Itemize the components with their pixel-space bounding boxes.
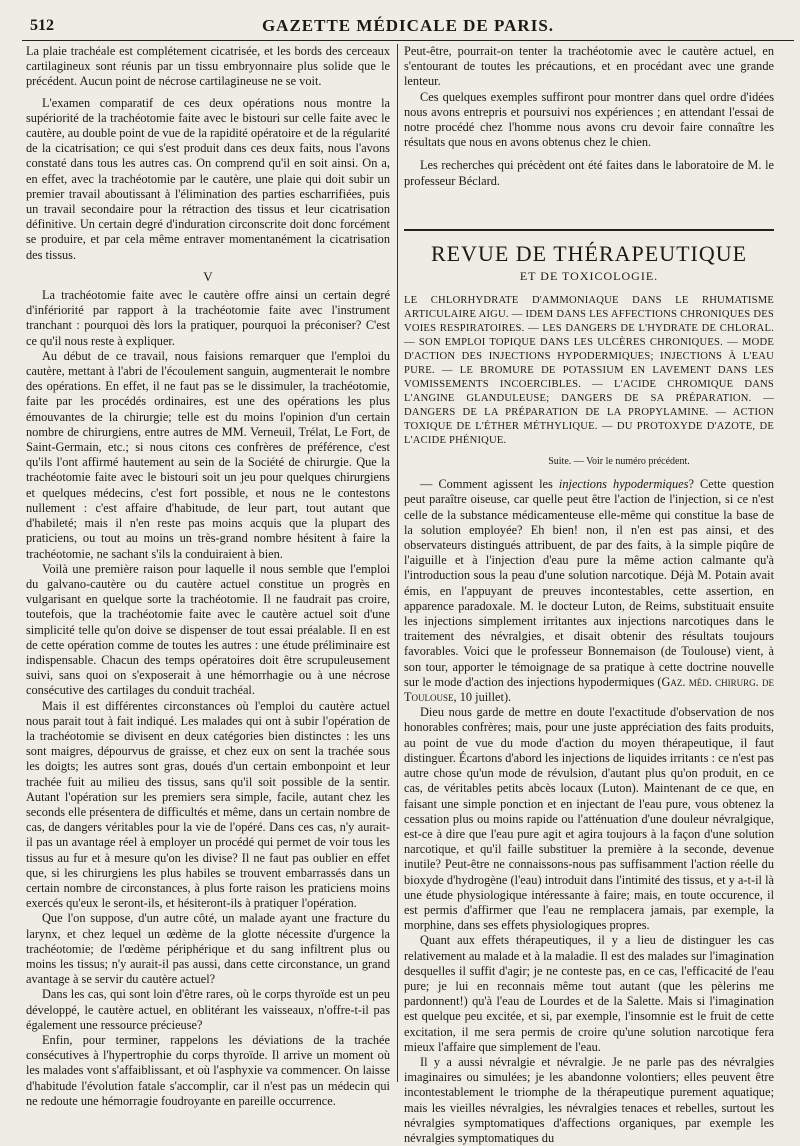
journal-title: GAZETTE MÉDICALE DE PARIS. (261, 16, 555, 35)
left-paragraph: La trachéotomie faite avec le cautère offre ainsi un certain degré d'infériorité par rapport à la trachéotomie faite avec l'instrument tranchant : pourquoi dès lors la pratiquer, pourquoi la préconiser? C'est ce qu'il nous reste à expliquer. (26, 288, 390, 348)
left-paragraph: Mais il est différentes circonstances où l'emploi du cautère actuel nous parait tout à fait indiqué. Les malades qui ont à subir l'opération de la trachéotomie se divisent en deux catégories bien distinctes : les uns sont maigres, dépourvus de graisse, et chez eux on sent la trachée sous les doigts; les autres sont gras, doués d'un certain embonpoint et leur trachée fuit au milieu des tissus, sans qu'il soit possible de la sentir. Autant l'opération sur les premiers sera simple, facile, autant chez les seconds elle présentera de difficultés et même, dans un certain nombre de cas, de dangers véritables pour la vie de l'opéré. Dans ces cas, n'y aurait-il pas un avantage réel à employer un procédé qui permet de voir tous les tissus au fur et à mesure qu'on les divise? Il ne faut pas oublier en effet que, si les chirurgiens les plus habiles se trouvent embarrassés dans un certain nombre de circonstances, à plus forte raison les praticiens moins exercés qu'eux le seront-ils, et hésiteront-ils à pratiquer l'opération. (26, 698, 390, 911)
italic-term: injections hypodermiques (558, 477, 689, 492)
review-subtitle: ET DE TOXICOLOGIE. (519, 268, 659, 283)
left-paragraph: La plaie trachéale est complétement cicatrisée, et les bords des cerceaux cartilagineux sont réunis par un tissu embryonnaire plus solide que le précédent. Aucun point de nécrose cartilagineuse ne se voit. (26, 44, 390, 89)
continuation-note: Suite. — Voir le numéro précédent. (548, 456, 690, 468)
left-column (26, 44, 390, 1108)
left-paragraph: Enfin, pour terminer, rappelons les déviations de la trachée consécutives à l'hypertrophie du corps thyroïde. Il arrive un moment où les malades vont s'affaiblissant, et où l'asphyxie va commencer. On laisse d'habitude l'évolution fatale s'accomplir, car il n'est pas un médecin qui ne redoute une hémorragie foudroyante en pareille occurrence. (26, 1033, 390, 1108)
review-title: REVUE DE THÉRAPEUTIQUE (404, 229, 774, 267)
left-paragraph: Au début de ce travail, nous faisions remarquer que l'emploi du cautère, mettant à l'abri de l'écoulement sanguin, augmenterait le nombre des opérations. En effet, il ne faut pas se le dissimuler, la trachéotomie, faite par les procédés ordinaires, est une des opérations les plus émouvantes de la chirurgie; telle est du moins l'opinion d'un certain nombre de chirurgiens, entre autres de MM. Verneuil, Trélat, Le Fort, de Saint-Germain, etc.; si nous citons ces confrères de préférence, c'est qu'ils l'ont affirmé hautement au sein de la Société de chirurgie. Que la trachéotomie faite avec le bistouri soit un jeu pour quelques chirurgiens et quelques médecins, c'est fort possible, et nous ne le contestons nullement : c'est affaire d'habitude, de leur part, tout autant que d'habileté; mais il n'en reste pas moins acquis que la plupart des praticiens, ou tout au moins un très-grand nombre hésitent à faire la trachéotomie, ne sachant s'ils la conduiraient à bien. (26, 348, 390, 561)
review-summary: LE CHLORHYDRATE D'AMMONIAQUE DANS LE RHUMATISME ARTICULAIRE AIGU. — IDEM DANS LES AFFECTIONS CHRONIQUES DES VOIES RESPIRATOIRES. — LES DANGERS DE L'HYDRATE DE CHLORAL. — SON EMPLOI TOPIQUE DANS LES ULCÈRES CHRONIQUES. — MODE D'ACTION DES INJECTIONS HYPODERMIQUES; INJECTIONS À L'EAU PURE. — LE BROMURE DE POTASSIUM EN LAVEMENT DANS LES VOMISSEMENTS INCOERCIBLES. — L'ACIDE CHROMIQUE DANS L'ANGINE GLANDULEUSE; DANGERS DE SA PRÉPARATION. — DANGERS DE LA PRÉPARATION DE LA PROPYLAMINE. — ACTION TOXIQUE DE L'ÉTHER MÉTHYLIQUE. — DU PROTOXYDE D'AZOTE, DE L'ACIDE PHÉNIQUE. (404, 295, 774, 447)
page-header (22, 14, 794, 41)
left-paragraph: Dans les cas, qui sont loin d'être rares, où le corps thyroïde est un peu développé, le cautère actuel, en oblitérant les vaisseaux, n'offre-t-il pas également une ressource précieuse? (26, 987, 390, 1032)
page-number: 512 (30, 17, 54, 34)
right-paragraph: Ces quelques exemples suffiront pour montrer dans quel ordre d'idées nous avons entrepris et poursuivi nos expériences ; en attendant l'essai de notre procédé chez l'homme nous avons cru devoir faire connaître les résultats que nous en avons obtenus chez le chien. (404, 89, 774, 150)
right-paragraph: Peut-être, pourrait-on tenter la trachéotomie avec le cautère actuel, en s'entourant de toutes les précautions, et en procédant avec une grande lenteur. (404, 44, 774, 89)
right-paragraph: — Comment agissent les injections hypodermiques? Cette question peut paraître oiseuse, car quelle peut être l'action de l'injection, si ce n'est celle de la substance médicamenteuse elle-même qui constitue la base de la solution employée? Eh bien! non, il n'en est pas ainsi, et des observateurs distingués attribuent, de par des faits, à la simple piqûre de l'aiguille et à l'injection d'eau pure la même action calmante qu'à l'introduction sous la peau d'une solution narcotique. Déjà M. Potain avait émis, en l'appuyant de preuves incontestables, cette assertion, en apparence paradoxale. M. le docteur Luton, de Reims, substituait ensuite les injections simplement irritantes aux injections narcotiques dans le traitement des névralgies, et disait obtenir des résultats toujours favorables. Voici que le professeur Bonnemaison (de Toulouse) vient, à son tour, apporter le témoignage de sa pratique à cette doctrine nouvelle sur le mode d'action des injections hypodermiques (Gaz. méd. chirurg. de Toulouse, 10 juillet). (404, 477, 774, 705)
right-column (404, 44, 774, 1145)
left-paragraph: Voilà une première raison pour laquelle il nous semble que l'emploi du galvano-cautère ou du cautère actuel constitue un progrès en vulgarisant en quelque sorte la trachéotomie. Il ne faudrait pas croire, toutefois, que la trachéotomie faite avec le cautère actuel soit d'une simplicité telle qu'on doive se dispenser de tout essai préalable. Il en est de cette opération comme de toutes les autres : une étude préliminaire est indispensable. Chacun des temps opératoires doit être scrupuleusement suivi, sans quoi on s'exposerait à une hémorrhagie ou à une nécrose consécutive des cartilages du conduit trachéal. (26, 561, 390, 698)
column-divider (397, 44, 398, 1082)
right-paragraph: Les recherches qui précèdent ont été faites dans le laboratoire de M. le professeur Béclard. (404, 158, 774, 188)
right-paragraph: Il y a aussi névralgie et névralgie. Je ne parle pas des névralgies imaginaires ou simulées; je les abandonne volontiers; elles peuvent être incontestablement le triomphe de la thérapeutique purement aquatique; mais les vieilles névralgies, les névralgies tenaces et rebelles, surtout les névralgies symptomatiques d'affections organiques, par exemple les névralgies symptomatiques du (404, 1054, 774, 1145)
left-paragraph: L'examen comparatif de ces deux opérations nous montre la supériorité de la trachéotomie faite avec le bistouri sur celle faite avec le cautère, au double point de vue de la rapidité opératoire et de la régularité de la cicatrisation; ce qui s'est produit dans ces deux faits, nous l'avons constaté dans tous les autres cas. On comprend qu'il en soit ainsi. On a, en effet, avec la trachéotomie par le cautère, une plaie qui doit subir un premier travail aboutissant à l'élimination des parties escharrifiées, puis un travail secondaire pour la rétraction des tissus et leur cicatrisation définitive. Un certain degré d'induration circonscrite doit donc forcément se produire, et par cela même entraver momentanément la cicatrisation des tissus. (26, 95, 390, 262)
journal-reference: Gaz. méd. chirurg. de Toulouse (404, 674, 774, 705)
right-paragraph: Dieu nous garde de mettre en doute l'exactitude d'observation de nos honorables confrères; mais, pour une juste appréciation des faits produits, au point de vue du mode d'action du moyen thérapeutique, il faut distinguer. Écartons d'abord les injections de liquides irritants : ce n'est pas autre chose qu'un mode de révulsion, d'autant plus qu'on produit, en ce cas, de véritables petits abcès locaux (Luton). Maintenant de ce que, en faisant une simple ponction et en injectant de l'eau pure, vous obtenez la cessation plus ou moins rapide ou l'atténuation d'une douleur névralgique, est-ce à dire que l'eau pure agit et agira toujours à la façon d'une solution narcotique, et qu'il faille substituer la première à la seconde, devenue inutile? Peut-être ne connaissons-nous pas suffisamment l'action réelle du bioxyde d'hydrogène (l'eau) introduit dans l'intimité des tissus, et y a-t-il là une étude physiologique intéressante à faire; mais, en toute occurence, il est permis d'affirmer que l'eau ne remplacera jamais, par exemple, la morphine, dans ses effets physiologiques propres. (404, 705, 774, 933)
left-paragraph: Que l'on suppose, d'un autre côté, un malade ayant une fracture du larynx, et chez lequel un œdème de la glotte nécessite d'urgence la trachéotomie; de l'œdème périphérique et du sang infiltrent plus ou moins les tissus; n'y aurait-il pas aussi, dans cette circonstance, un grand avantage à se servir du cautère actuel? (26, 911, 390, 987)
section-number: V (203, 268, 213, 284)
right-paragraph: Quant aux effets thérapeutiques, il y a lieu de distinguer les cas relativement au malade et à la maladie. Il est des malades sur l'imagination desquelles il suffit d'agir; je ne conteste pas, en ce cas, l'efficacité de l'eau pure; je lui en reconnais même tout autant (que les pèlerins me pardonnent!) qu'à l'eau de Lourdes et de la Salette. Mais si l'imagination est quelque peu excitée, et si, par exemple, l'insomnie est le fruit de cette excitation, il me sera permis de croire qu'une solution narcotique fera mieux l'affaire que simplement de l'eau. (404, 933, 774, 1054)
